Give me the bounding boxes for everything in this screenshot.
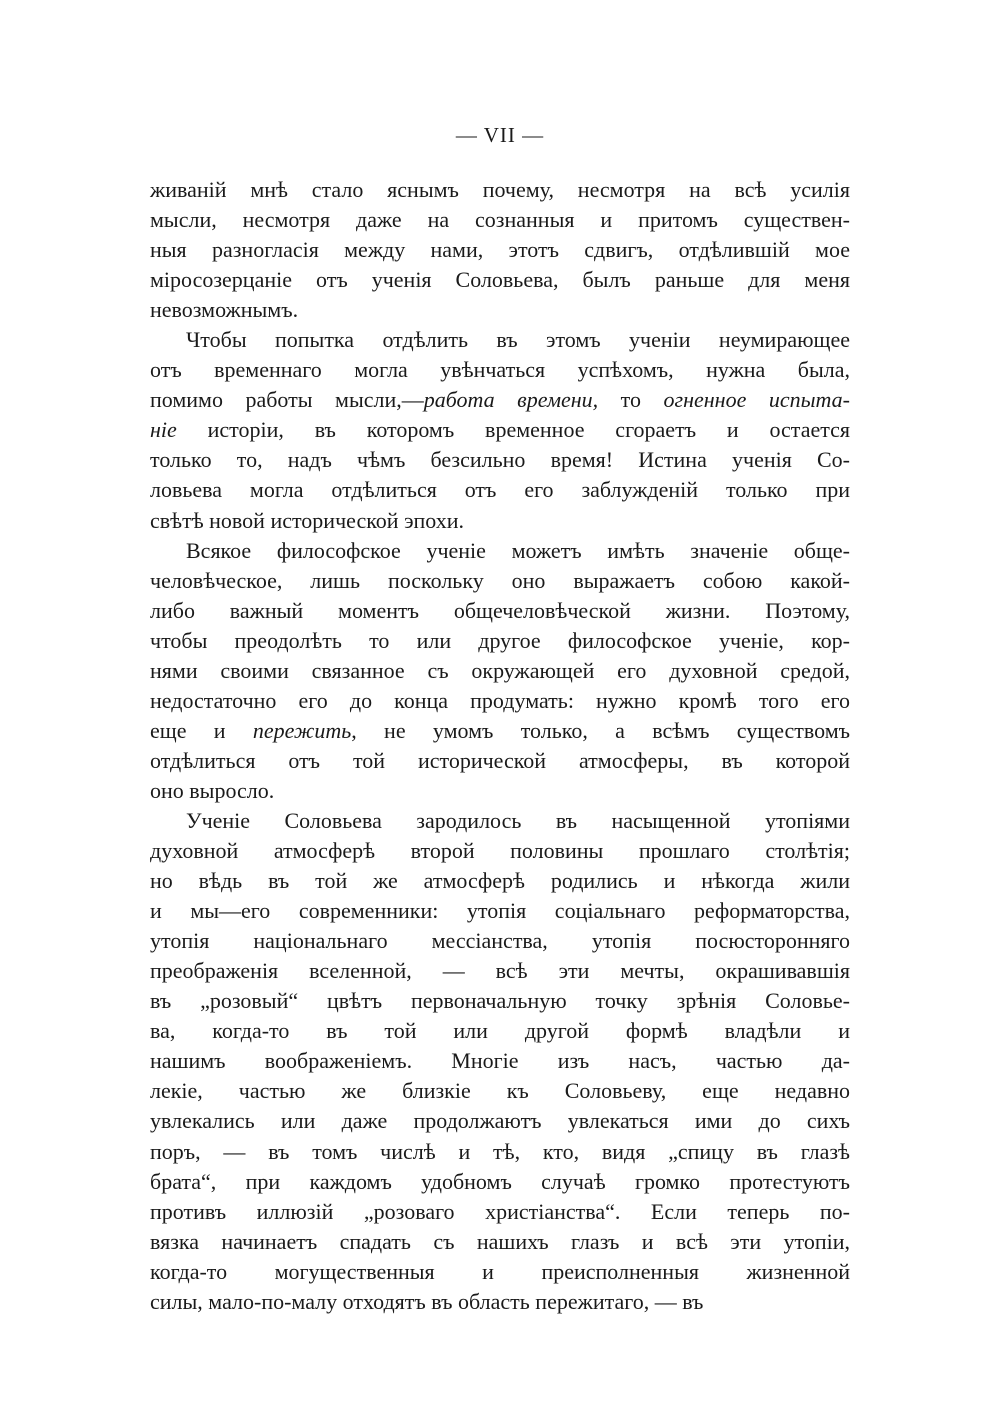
text-segment: ва, когда-то въ той или другой формѣ владѣли и (150, 1018, 850, 1044)
text-segment: Всякое философское ученіе можетъ имѣть значеніе обще- (186, 537, 850, 563)
text-line (150, 355, 850, 385)
text-line (150, 325, 850, 355)
text-line (150, 235, 850, 265)
text-line (150, 1287, 850, 1317)
text-line (150, 1106, 850, 1136)
text-line (150, 536, 850, 566)
text-line (150, 385, 850, 415)
text-line (150, 986, 850, 1016)
text-segment: духовной атмосферѣ второй половины прошлаго столѣтія; (150, 838, 850, 864)
text-segment: отдѣлиться отъ той исторической атмосферы, въ которой (150, 747, 850, 773)
italic-text: работа времени, (423, 387, 599, 413)
text-line (150, 205, 850, 235)
text-segment: еще и (150, 717, 253, 743)
text-segment: поръ, — въ томъ числѣ и тѣ, кто, видя „спицу въ глазѣ (150, 1138, 850, 1164)
text-line (150, 866, 850, 896)
text-line (150, 475, 850, 505)
text-segment: невозможнымъ. (150, 297, 299, 323)
text-line (150, 746, 850, 776)
text-segment: міросозерцаніе отъ ученія Соловьева, былъ раньше для меня (150, 267, 850, 293)
text-line (150, 596, 850, 626)
text-segment: противъ иллюзій „розоваго христіанства“. Если теперь по- (150, 1198, 850, 1224)
body-text (150, 175, 850, 1317)
text-line (150, 566, 850, 596)
text-segment: живаній мнѣ стало яснымъ почему, несмотря на всѣ усилія (150, 177, 850, 202)
text-line (150, 1046, 850, 1076)
text-segment: свѣтѣ новой исторической эпохи. (150, 507, 465, 533)
text-segment: вязка начинаетъ спадать съ нашихъ глазъ и всѣ эти утопіи, (150, 1228, 850, 1254)
text-line (150, 265, 850, 295)
text-segment: брата“, при каждомъ удобномъ случаѣ громко протестуютъ (150, 1168, 850, 1194)
text-segment: увлекались или даже продолжаютъ увлекаться ими до сихъ (150, 1108, 850, 1134)
text-segment: мысли, несмотря даже на сознанныя и притомъ существен- (150, 207, 850, 233)
text-segment: недостаточно его до конца продумать: нужно кромѣ того его (150, 687, 850, 713)
text-line (150, 1257, 850, 1287)
italic-text: пережить (252, 717, 352, 743)
text-segment: помимо работы мысли,— (150, 387, 424, 413)
text-line (150, 1137, 850, 1167)
text-line (150, 1227, 850, 1257)
text-line (150, 776, 850, 806)
text-line (150, 506, 850, 536)
text-segment: утопія національнаго мессіанства, утопія посюсторонняго (150, 928, 850, 954)
text-segment: въ „розовый“ цвѣтъ первоначальную точку зрѣнія Соловье- (150, 988, 850, 1014)
text-segment: Ученіе Соловьева зародилось въ насыщенной утопіями (186, 807, 850, 833)
text-segment: исторіи, въ которомъ временное сгораетъ и остается (176, 417, 850, 443)
text-segment: чтобы преодолѣть то или другое философское ученіе, кор- (150, 627, 850, 653)
text-line (150, 415, 850, 445)
text-segment: и мы—его современники: утопія соціальнаго реформаторства, (150, 898, 850, 924)
text-line (150, 686, 850, 716)
text-line (150, 656, 850, 686)
text-segment: лекіе, частью же близкіе къ Соловьеву, еще недавно (150, 1078, 850, 1104)
text-segment: но вѣдь въ той же атмосферѣ родились и нѣкогда жили (150, 868, 850, 894)
text-line (150, 1197, 850, 1227)
text-line (150, 836, 850, 866)
page-number-header: — VII — (455, 123, 545, 147)
text-line (150, 716, 850, 746)
text-line (150, 926, 850, 956)
text-segment: нями своими связанное съ окружающей его духовной средой, (150, 657, 850, 683)
text-segment: только то, надъ чѣмъ безсильно время! Истина ученія Со- (150, 447, 850, 473)
text-line (150, 1167, 850, 1197)
text-segment: человѣческое, лишь поскольку оно выражаетъ собою какой- (150, 567, 850, 593)
text-segment: когда-то могущественныя и преисполненныя жизненной (150, 1258, 850, 1284)
text-line (150, 626, 850, 656)
text-line (150, 175, 850, 205)
text-segment: либо важный моментъ общечеловѣческой жизни. Поэтому, (150, 597, 850, 623)
text-line (150, 1076, 850, 1106)
text-segment: силы, мало-по-малу отходятъ въ область пережитаго, — въ (150, 1288, 704, 1314)
text-line (150, 896, 850, 926)
italic-text: ніе (150, 417, 177, 443)
text-segment: Чтобы попытка отдѣлить въ этомъ ученіи неумирающее (186, 327, 850, 353)
text-line (150, 295, 850, 325)
text-segment: отъ временнаго могла увѣнчаться успѣхомъ, нужна была, (150, 357, 850, 383)
text-segment: ловьева могла отдѣлиться отъ его заблужденій только при (150, 477, 850, 503)
text-segment: оно выросло. (150, 777, 275, 803)
text-segment: ныя разногласія между нами, этотъ сдвигъ, отдѣлившій мое (150, 237, 850, 263)
text-line (150, 1016, 850, 1046)
text-segment: нашимъ воображеніемъ. Многіе изъ насъ, частью да- (150, 1048, 850, 1074)
text-segment: то (598, 387, 664, 413)
text-line (150, 445, 850, 475)
text-line (150, 956, 850, 986)
text-line (150, 806, 850, 836)
italic-text: огненное испыта- (663, 387, 850, 413)
text-segment: преображенія вселенной, — всѣ эти мечты, окрашивавшія (150, 958, 850, 984)
text-segment: , не умомъ только, а всѣмъ существомъ (351, 717, 851, 743)
